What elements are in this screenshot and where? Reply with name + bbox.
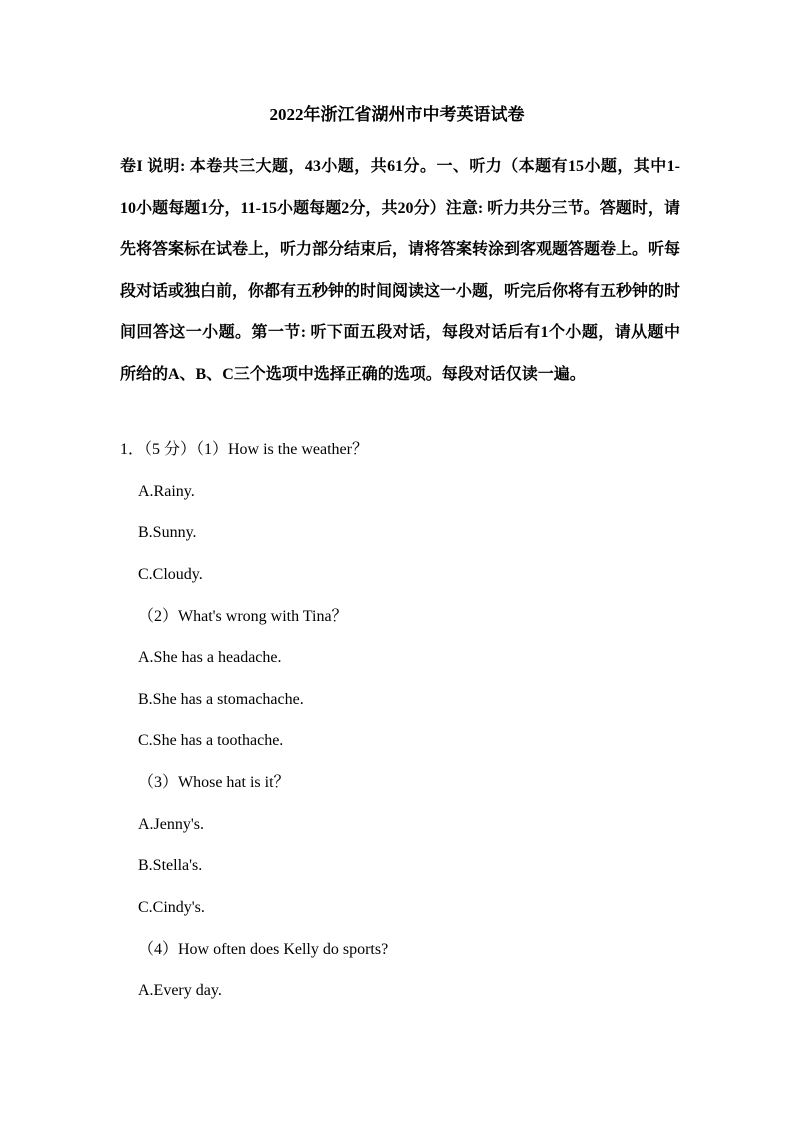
question-1-4-prompt: （4）How often does Kelly do sports? [138,941,389,958]
instructions-paragraph: 卷I 说明: 本卷共三大题，43小题，共61分。一、听力（本题有15小题，其中1-10小题每题1分，11-15小题每题2分，共20分）注意: 听力共分三节。答题时，请先将答案标在试卷上，听力部分结束后，请将答案转涂到客观题答题卷上。听每段对话或独白前，你都有五秒钟的时间阅读这一小题，听完后你将有五秒钟的时间回答这一小题。第一节: 听下面五段对话，每段对话后有1个小题，请从题中所给的A、B、C三个选项中选择正确的选项。每段对话仅读一遍。 [120,158,681,383]
question-1-header: 1．（5 分）（1）How is the weather？ [120,441,368,458]
question-1-1-option-b: B.Sunny. [138,524,197,541]
question-1-4-option-a: A.Every day. [138,982,222,999]
question-1-1-option-c: C.Cloudy. [138,566,203,583]
question-1-3-option-c: C.Cindy's. [138,899,205,916]
question-1-1-option-a: A.Rainy. [138,483,195,500]
question-1-3-option-a: A.Jenny's. [138,816,204,833]
question-1-2-option-c: C.She has a toothache. [138,732,284,749]
question-1-3-prompt: （3）Whose hat is it？ [138,774,290,791]
document-title: 2022年浙江省湖州市中考英语试卷 [269,105,525,124]
question-1-2-prompt: （2）What's wrong with Tina？ [138,608,348,625]
question-1-2-option-a: A.She has a headache. [138,649,282,666]
question-1-3-option-b: B.Stella's. [138,857,203,874]
question-1-2-option-b: B.She has a stomachache. [138,691,304,708]
